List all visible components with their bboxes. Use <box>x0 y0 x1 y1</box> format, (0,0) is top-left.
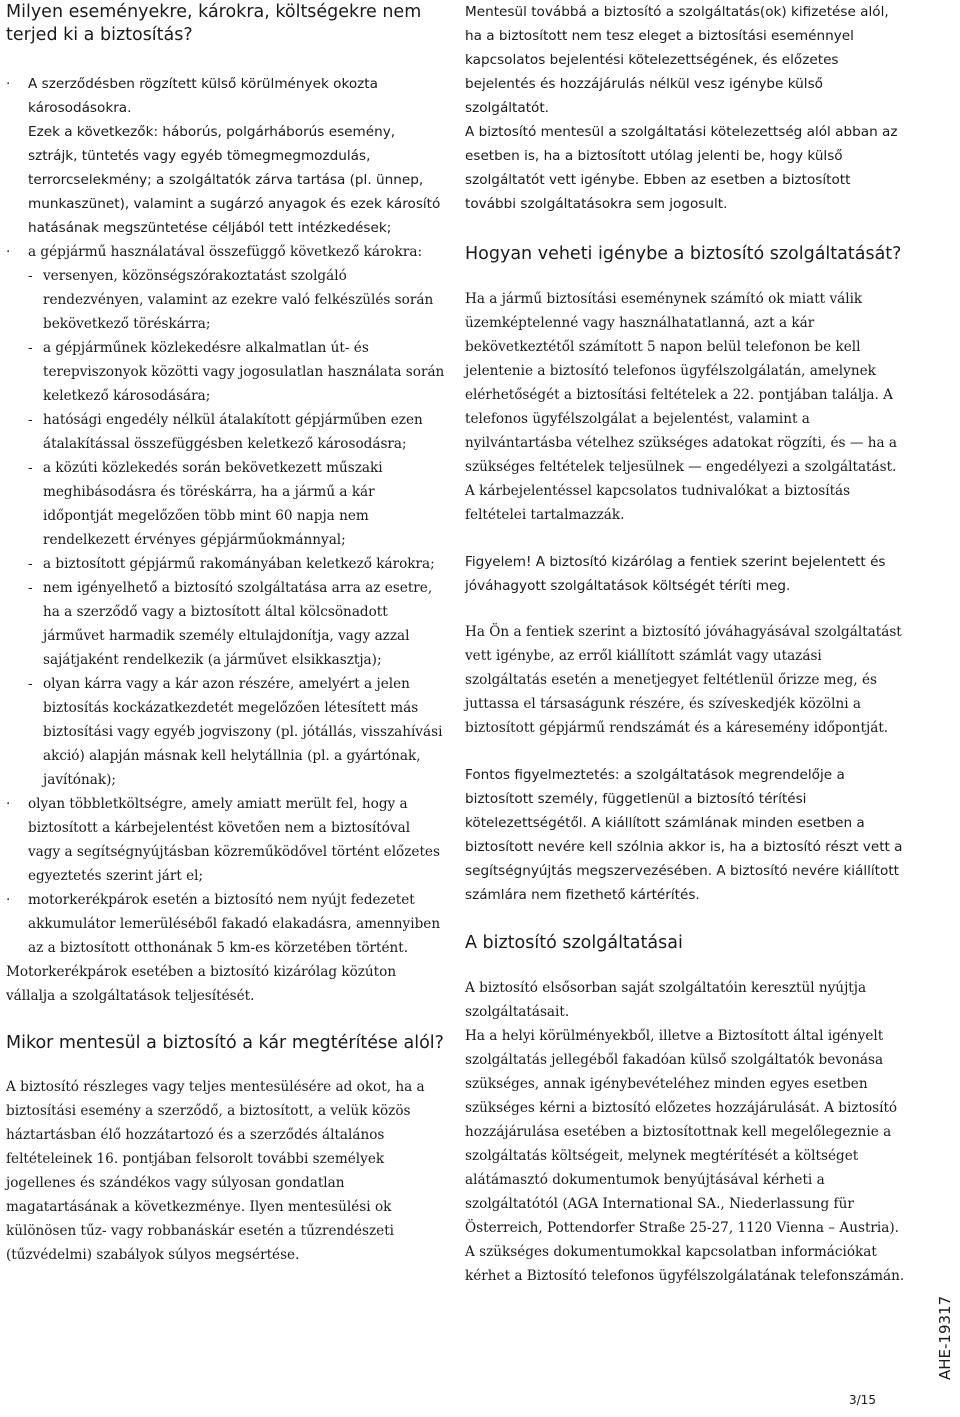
bullet-marker: · <box>6 244 11 260</box>
bullet-marker: · <box>6 796 11 812</box>
list-item-continuation: Ezek a következők: háborús, polgárháborús esemény, sztrájk, tüntetés vagy egyéb tömegmegmozdulás, terrorcselekmény; a szolgáltatók zárva tartása (pl. ünnep, munkaszünet), valamint a sugárzó anyagok és ezek károsító hatásának megszüntetése céljából tett intézkedések; <box>28 124 441 236</box>
right-column <box>465 0 905 1288</box>
bullet-marker: · <box>6 76 11 92</box>
list-item <box>6 792 446 888</box>
services-paragraph-1: A biztosító elsősorban saját szolgáltatóin keresztül nyújtja szolgáltatásait. <box>465 980 867 1020</box>
left-column <box>6 0 446 1267</box>
exemption-continuation: Mentesül továbbá a biztosító a szolgáltatás(ok) kifizetése alól, ha a biztosított nem tesz eleget a biztosítási eseménnyel kapcsolatos bejelentési kötelezettségének, és előzetes bejelentés és hozzájárulás nélkül vesz igénybe külső szolgáltatót. <box>465 4 889 116</box>
dash-marker: - <box>28 556 33 572</box>
document-code: AHE-19317 <box>936 1295 954 1380</box>
sub-list-item-text: nem igényelhető a biztosító szolgáltatása arra az esetre, ha a szerződő vagy a biztosított által kölcsönadott járművet harmadik személy eltulajdonítja, vagy azzal sajátjaként rendelkezik (a járművet elsikkasztja); <box>43 580 433 668</box>
invoice-paragraph: Ha Ön a fentiek szerint a biztosító jóváhagyásával szolgáltatást vett igénybe, az erről kiállított számlát vagy utazási szolgáltatás esetén a menetjegyet feltétlenül őrizze meg, és juttassa el társaságunk részére, és szíveskedjék közölni a biztosított gépjármű rendszámát és a káresemény időpontját. <box>465 624 902 736</box>
attention-paragraph: Figyelem! A biztosító kizárólag a fentiek szerint bejelentett és jóváhagyott szolgáltatások költségét téríti meg. <box>465 554 886 594</box>
sub-list-item <box>6 672 446 792</box>
heading-exclusions: Milyen eseményekre, károkra, költségekre nem terjed ki a biztosítás? <box>6 2 422 45</box>
list-item <box>6 888 446 960</box>
heading-claim: Hogyan veheti igénybe a biztosító szolgáltatását? <box>465 244 902 264</box>
dash-marker: - <box>28 460 33 476</box>
sub-list-item <box>6 336 446 408</box>
motorcycle-note: Motorkerékpárok esetében a biztosító kizárólag közúton vállalja a szolgáltatások teljesítését. <box>6 964 397 1004</box>
list-item-text: A szerződésben rögzített külső körülmények okozta károsodásokra. <box>28 76 378 116</box>
sub-list-item-text: a közúti közlekedés során bekövetkezett műszaki meghibásodásra és töréskárra, ha a jármű a kár időpontját megelőzően több mint 60 napja nem rendelkezett érvényes gépjárműokmánnyal; <box>43 460 383 548</box>
sub-list-item <box>6 576 446 672</box>
page-number: 3/15 <box>849 1393 876 1407</box>
sub-list-item-text: olyan kárra vagy a kár azon részére, amelyért a jelen biztosítás kockázatkezdetét megelőzően létesített más biztosítási vagy egyéb jogviszony (pl. jótállás, visszahívási akció) alapján másnak kell helytállnia (pl. a gyártónak, javítónak); <box>43 676 443 788</box>
bullet-marker: · <box>6 892 11 908</box>
list-item <box>6 72 446 120</box>
sub-list-item-text: a gépjárműnek közlekedésre alkalmatlan út- és terepviszonyok közötti vagy jogosulatlan használata során keletkező károsodására; <box>43 340 445 404</box>
dash-marker: - <box>28 268 33 284</box>
list-item-text: olyan többletköltségre, amely amiatt merült fel, hogy a biztosított a kárbejelentést követően nem a biztosítóval vagy a segítségnyújtásban közreműködővel történt előzetes egyeztetés szerint járt el; <box>28 796 440 884</box>
services-paragraph-2: Ha a helyi körülményekből, illetve a Biztosított által igényelt szolgáltatás jellegéből fakadóan külső szolgáltatók bevonása szükséges, annak igénybevételéhez minden egyes esetben szükséges kérni a biztosító előzetes hozzájárulását. A biztosító hozzájárulása esetében a biztosítottnak kell megelőlegeznie a szolgáltatás költségeit, melynek megtérítését a költséget alátámasztó dokumentumok benyújtásával kérheti a szolgáltatótól (AGA International SA., Niederlassung für Österreich, Pottendorfer Straße 25-27, 1120 Vienna – Austria). <box>465 1028 899 1236</box>
claim-paragraph: Ha a jármű biztosítási eseménynek számító ok miatt válik üzemképtelenné vagy használhatatlanná, azt a kár bekövetkeztétől számított 5 napon belül telefonon be kell jelentenie a biztosító telefonos ügyfélszolgálatán, amelynek elérhetőségét a biztosítási feltételek a 22. pontjában találja. A telefonos ügyfélszolgálat a bejelentést, valamint a nyilvántartásba vételhez szükséges adatokat rögzíti, és — ha a szükséges feltételek teljesülnek — engedélyezi a szolgáltatást. A kárbejelentéssel kapcsolatos tudnivalókat a biztosítás feltételei tartalmazzák. <box>465 291 898 523</box>
dash-marker: - <box>28 412 33 428</box>
exemption-paragraph: A biztosító részleges vagy teljes mentesülésére ad okot, ha a biztosítási esemény a szerződő, a biztosított, a velük közös háztartásban élő hozzátartozó és a szerződés általános feltételeinek 16. pontjában felsorolt további személyek jogellenes és szándékos vagy súlyosan gondatlan magatartásának a következménye. Ilyen mentesülési ok különösen tűz- vagy robbanáskár esetén a tűzrendészeti (tűzvédelmi) szabályok súlyos megsértése. <box>6 1079 425 1263</box>
sub-list-item-text: hatósági engedély nélkül átalakított gépjárműben ezen átalakítással összefüggésben keletkező károsodásra; <box>43 412 423 452</box>
heading-services: A biztosító szolgáltatásai <box>465 933 683 953</box>
sub-list-item <box>6 456 446 552</box>
list-item-text: a gépjármű használatával összefüggő következő károkra: <box>28 244 423 260</box>
dash-marker: - <box>28 580 33 596</box>
late-notice-paragraph: A biztosító mentesül a szolgáltatási kötelezettség alól abban az esetben is, ha a biztosított utólag jelenti be, hogy külső szolgáltatót vett igénybe. Ebben az esetben a biztosított további szolgáltatásokra sem jogosult. <box>465 124 898 212</box>
sub-list-item <box>6 408 446 456</box>
important-warning: Fontos figyelmeztetés: a szolgáltatások megrendelője a biztosított személy, függetlenül a biztosító térítési kötelezettségétől. A kiállított számlának minden esetben a biztosított nevére kell szólnia akkor is, ha a biztosító részt vett a segítségnyújtás megszervezésében. A biztosító nevére kiállított számlára nem fizethető kártérítés. <box>465 767 903 903</box>
list-item <box>6 240 446 264</box>
list-item-text: motorkerékpárok esetén a biztosító nem nyújt fedezetet akkumulátor lemerüléséből fakadó elakadásra, amennyiben az a biztosított otthonának 5 km-es körzetében történt. <box>28 892 441 956</box>
dash-marker: - <box>28 340 33 356</box>
exclusions-list <box>6 72 446 960</box>
sub-list-item <box>6 264 446 336</box>
sub-list-item <box>6 552 446 576</box>
sub-list-item-text: a biztosított gépjármű rakományában keletkező károkra; <box>43 556 435 572</box>
heading-exemption: Mikor mentesül a biztosító a kár megtérítése alól? <box>6 1033 444 1053</box>
sub-list-item-text: versenyen, közönségszórakoztatást szolgáló rendezvényen, valamint az ezekre való felkészülés során bekövetkező töréskárra; <box>43 268 434 332</box>
services-paragraph-3: A szükséges dokumentumokkal kapcsolatban információkat kérhet a Biztosító telefonos ügyfélszolgálatának telefonszámán. <box>465 1244 905 1284</box>
dash-marker: - <box>28 676 33 692</box>
